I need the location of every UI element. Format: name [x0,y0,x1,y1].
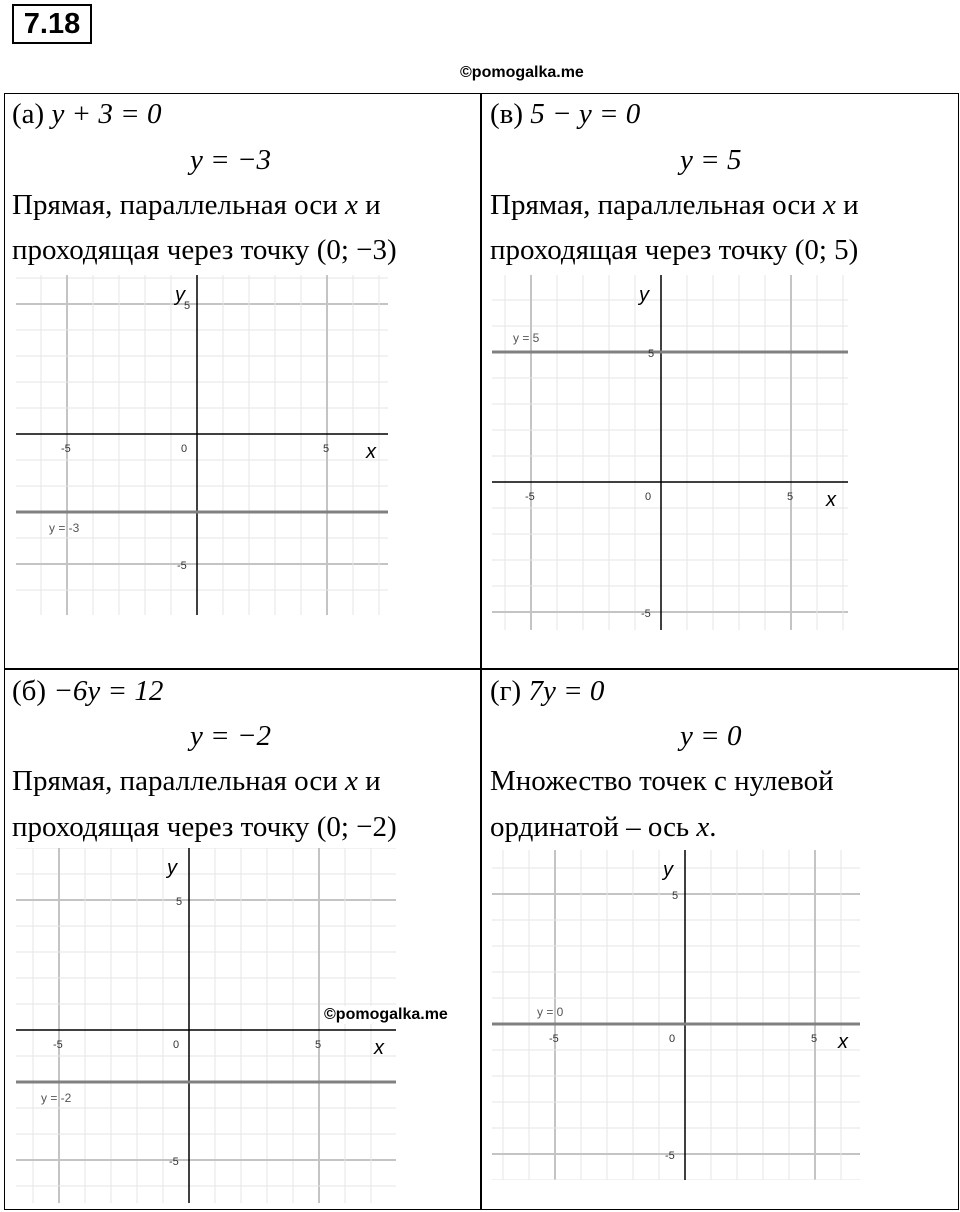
cell-a-label: (а) [12,98,45,130]
cell-b-equation-line [12,674,163,708]
cell-b-text-line1 [12,764,381,798]
tick-label-y-pos5: 5 [176,896,183,908]
cell-g-label: (г) [490,675,522,707]
x-axis-label: x [374,1037,384,1059]
x-axis-label: x [838,1031,848,1053]
cell-g-solution: y = 0 [680,720,742,752]
tick-label-x-neg5: -5 [61,443,71,455]
x-axis-label: x [826,489,836,511]
cell-v-graph [492,275,848,630]
cell-b-point: (0; −2) [316,811,397,843]
y-axis-label: y [663,859,673,881]
cell-g-text-line2 [490,810,717,844]
tick-label-origin: 0 [645,491,652,503]
tick-label-x-pos5: 5 [323,443,330,455]
watermark-middle: ©pomogalka.me [324,1006,448,1023]
y-axis-label: y [167,857,177,879]
table-divider-horizontal [4,668,959,670]
tick-label-x-neg5: -5 [549,1033,559,1045]
cell-b-equation: −6y = 12 [53,675,164,707]
tick-label-origin: 0 [173,1039,180,1051]
cell-b-text1-end: и [357,765,381,797]
tick-label-y-pos5: 5 [648,348,655,360]
solution-line-label: y = 5 [513,331,540,345]
cell-g-text2-part: ординатой – ось [490,811,697,843]
cell-b-text2-part: проходящая через точку [12,811,317,843]
cell-a-graph [16,275,388,615]
problem-number: 7.18 [12,4,92,44]
cell-b-graph [16,848,396,1203]
cell-g-text-line1: Множество точек с нулевой [490,765,834,797]
cell-g-text2-end: . [709,811,717,843]
tick-label-x-pos5: 5 [315,1039,322,1051]
cell-v-text1-end: и [835,189,859,221]
cell-a-point: (0; −3) [316,234,397,266]
cell-v-label: (в) [490,98,524,130]
tick-label-x-neg5: -5 [525,491,535,503]
cell-g-text2-var: x [696,811,710,843]
y-axis-label: y [639,284,649,306]
cell-a-equation-line [12,97,161,131]
tick-label-y-pos5: 5 [672,890,679,902]
tick-label-x-pos5: 5 [787,491,794,503]
tick-label-origin: 0 [669,1033,676,1045]
y-axis-label: y [175,284,185,306]
tick-label-y-neg5: -5 [665,1150,675,1162]
table-divider-vertical [480,93,482,1210]
tick-label-y-neg5: -5 [177,560,187,572]
cell-v-text-line1 [490,188,859,222]
cell-v-text2-part: проходящая через точку [490,234,795,266]
cell-g-equation: 7y = 0 [528,675,605,707]
cell-b-text-line2 [12,810,397,844]
watermark-top: ©pomogalka.me [460,64,584,81]
cell-g-graph [492,850,860,1180]
cell-v-point: (0; 5) [794,234,859,266]
cell-b-text1-part: Прямая, параллельная оси [12,765,346,797]
cell-b-solution: y = −2 [190,720,272,752]
cell-v-equation: 5 − y = 0 [530,98,641,130]
cell-v-text-line2 [490,233,858,267]
tick-label-x-neg5: -5 [53,1039,63,1051]
cell-b-text1-var: x [345,765,358,797]
solution-line-label: y = -2 [41,1091,72,1105]
cell-a-text1-var: x [345,189,358,221]
cell-v-text1-part: Прямая, параллельная оси [490,189,824,221]
cell-g-equation-line [490,674,604,708]
cell-v-equation-line [490,97,640,131]
cell-a-text-line1 [12,188,381,222]
tick-label-y-neg5: -5 [641,608,651,620]
x-axis-label: x [366,441,376,463]
tick-label-y-neg5: -5 [169,1156,179,1168]
cell-a-text1-part: Прямая, параллельная оси [12,189,346,221]
solution-line-label: y = -3 [49,521,80,535]
tick-label-x-pos5: 5 [811,1033,818,1045]
cell-v-solution: y = 5 [680,144,742,176]
cell-a-equation: y + 3 = 0 [51,98,162,130]
tick-label-origin: 0 [181,443,188,455]
cell-a-text-line2 [12,233,397,267]
cell-a-text2-part: проходящая через точку [12,234,317,266]
tick-label-y-pos5: 5 [184,300,191,312]
cell-a-solution: y = −3 [190,144,272,176]
solution-line-label: y = 0 [537,1005,564,1019]
cell-a-text1-end: и [357,189,381,221]
cell-v-text1-var: x [823,189,836,221]
cell-b-label: (б) [12,675,47,707]
